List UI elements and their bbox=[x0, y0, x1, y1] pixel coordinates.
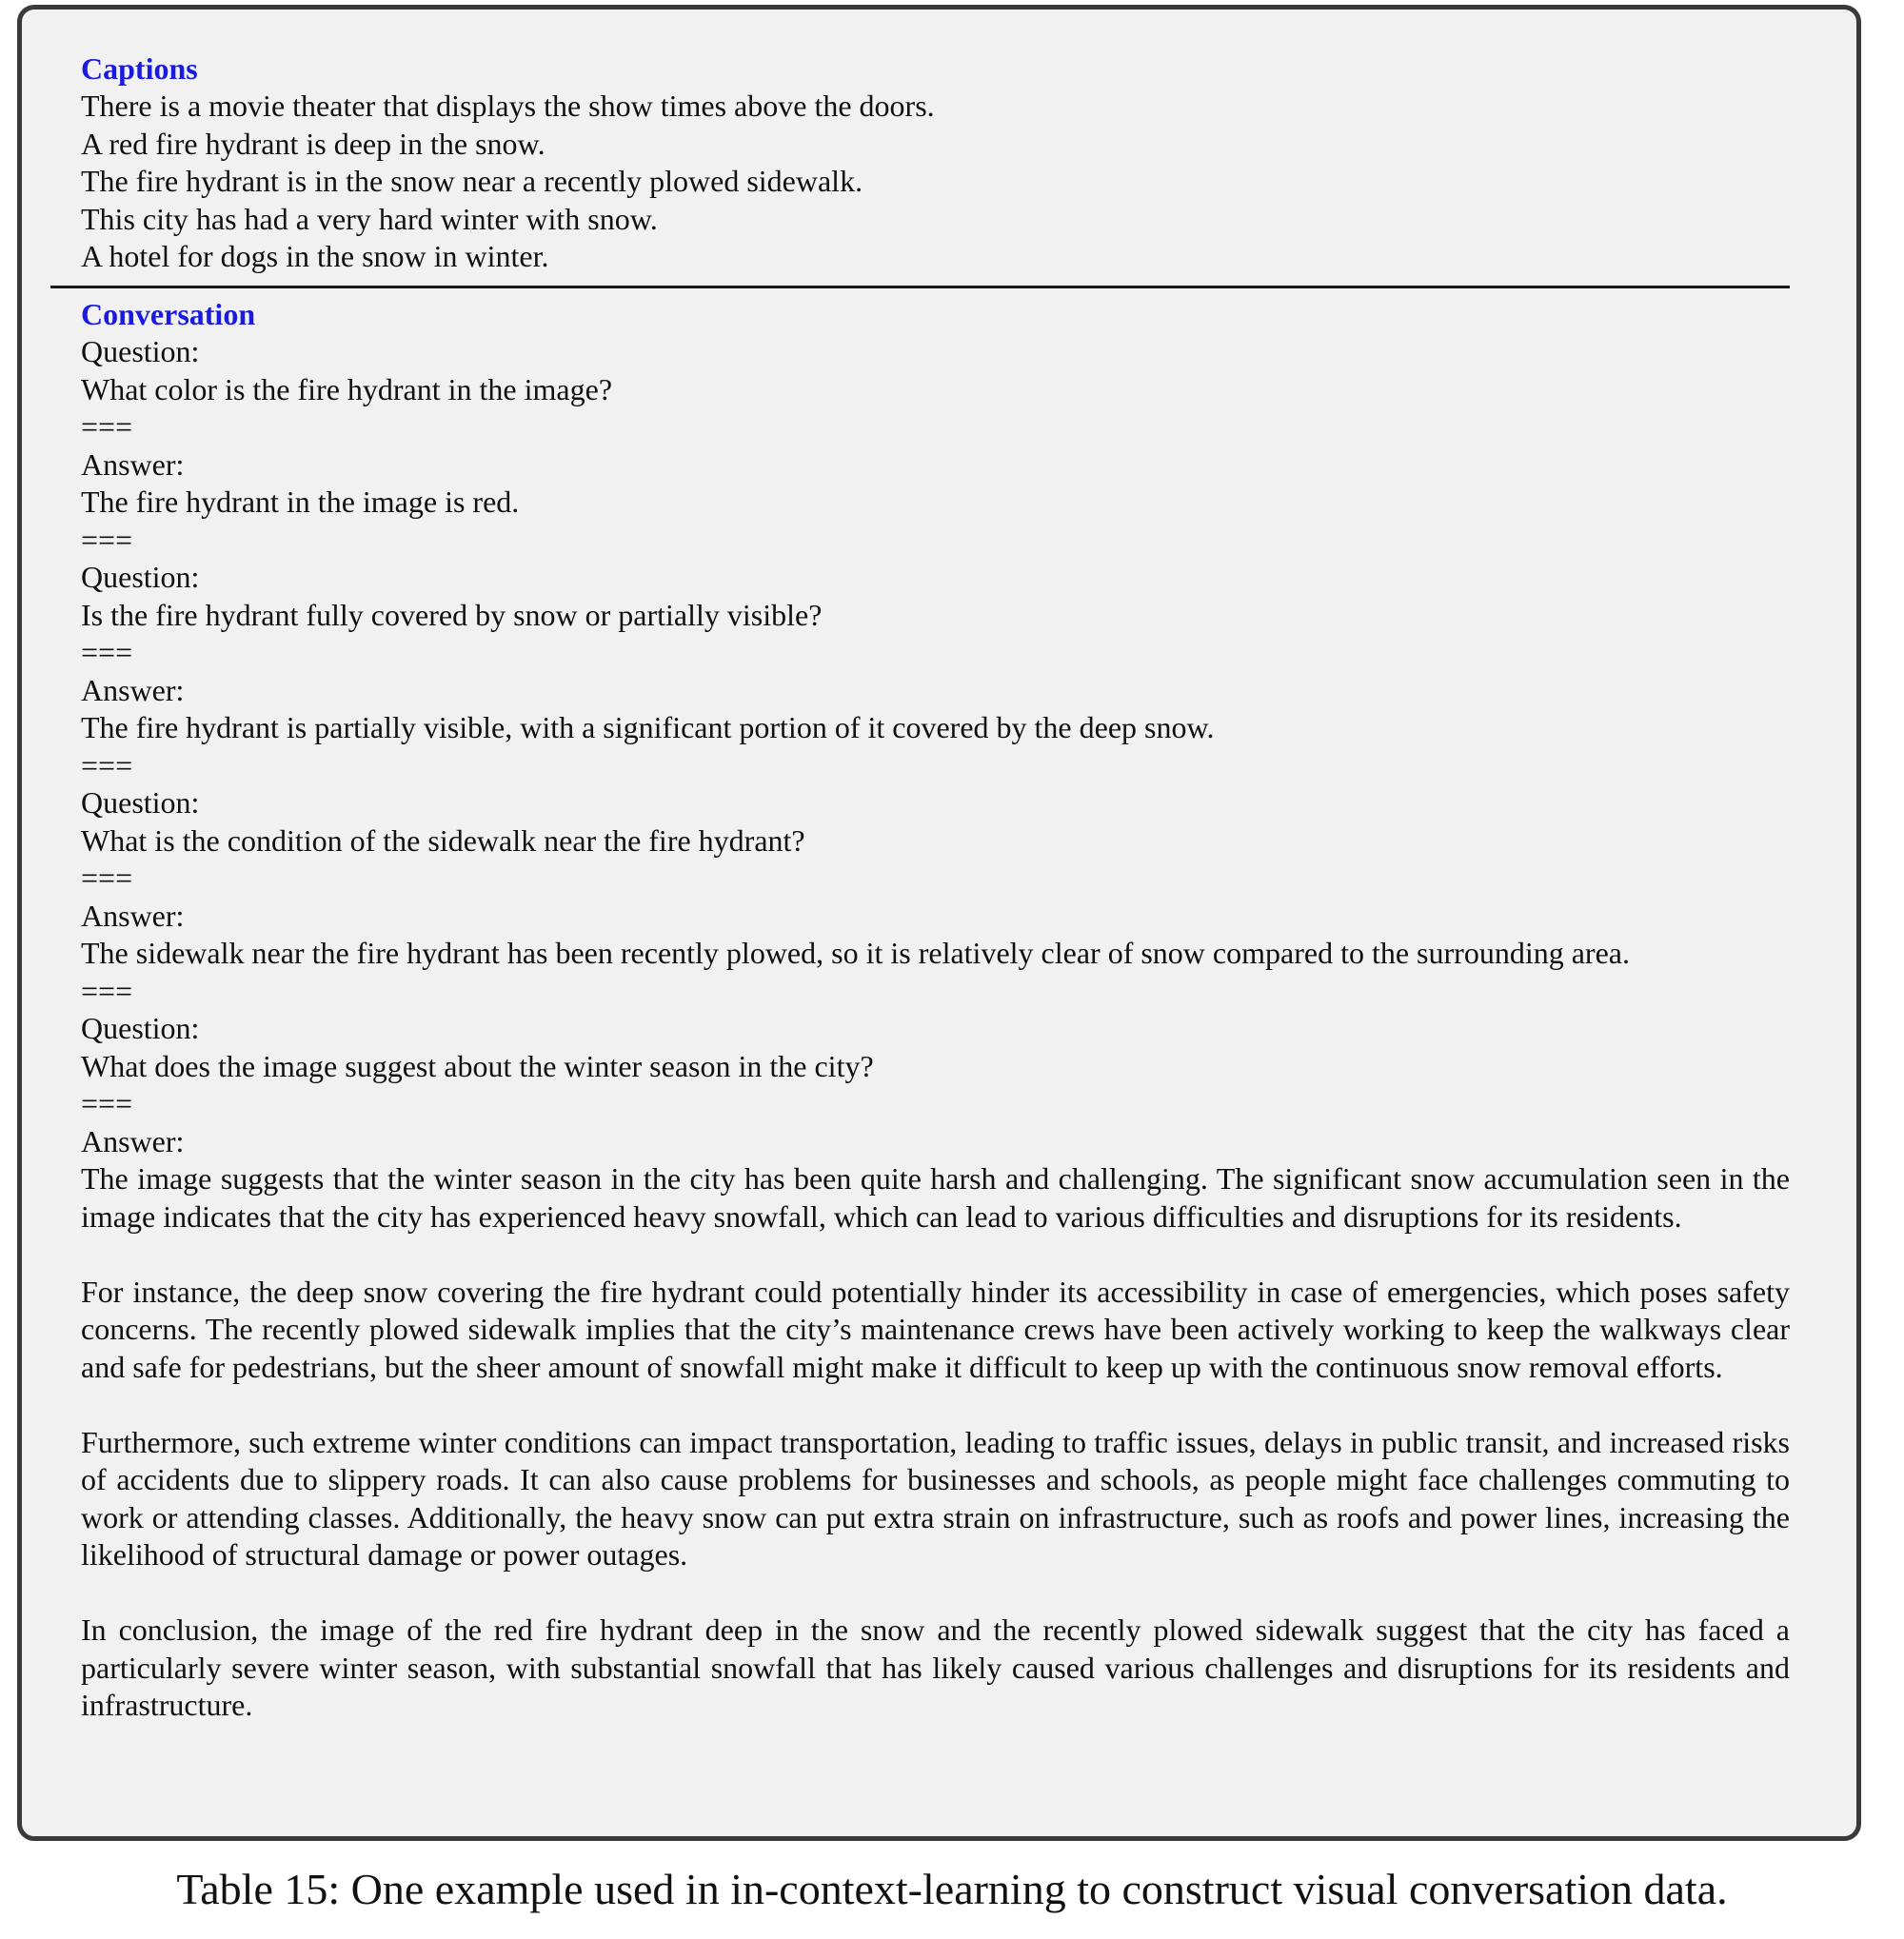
caption-line: The fire hydrant is in the snow near a recently plowed sidewalk. bbox=[81, 164, 863, 198]
conversation-section bbox=[81, 295, 1790, 1725]
separator: === bbox=[81, 635, 133, 669]
answer-paragraph: In conclusion, the image of the red fire hydrant deep in the snow and the recently plowed sidewalk suggest that the city has faced a particularly severe winter season, with substantial snowfall that has likely caused various challenges and disruptions for its residents and infrastructure. bbox=[81, 1613, 1790, 1722]
question-label: Question: bbox=[81, 785, 200, 820]
question-label: Question: bbox=[81, 1011, 200, 1045]
example-box bbox=[17, 5, 1861, 1841]
question-label: Question: bbox=[81, 560, 200, 594]
answer-text: The fire hydrant in the image is red. bbox=[81, 485, 520, 519]
answer-text: The fire hydrant is partially visible, with a significant portion of it covered by the deep snow. bbox=[81, 710, 1215, 744]
caption-line: A hotel for dogs in the snow in winter. bbox=[81, 239, 549, 273]
question-text: What color is the fire hydrant in the image? bbox=[81, 371, 613, 406]
captions-section bbox=[81, 49, 1790, 276]
question-text: What is the condition of the sidewalk near the fire hydrant? bbox=[81, 822, 805, 858]
caption-line: This city has had a very hard winter with snow. bbox=[81, 201, 658, 236]
captions-heading: Captions bbox=[81, 51, 198, 86]
separator: === bbox=[81, 1086, 133, 1120]
caption-line: There is a movie theater that displays the show times above the doors. bbox=[81, 89, 935, 123]
question-text: What does the image suggest about the winter season in the city? bbox=[81, 1048, 874, 1083]
answer-paragraph: Furthermore, such extreme winter conditions can impact transportation, leading to traffic issues, delays in public transit, and increased risks of accidents due to slippery roads. It can also cause problems for businesses and schools, as people might face challenges commuting to work or attending classes. Additionally, the heavy snow can put extra strain on infrastructure, such as roofs and power lines, increasing the likelihood of structural damage or power outages. bbox=[81, 1424, 1790, 1572]
answer-paragraph: For instance, the deep snow covering the fire hydrant could potentially hinder its accessibility in case of emergencies, which poses safety concerns. The recently plowed sidewalk implies that the city’s maintenance crews have been actively working to keep the walkways clear and safe for pedestrians, but the sheer amount of snowfall might make it difficult to keep up with the continuous snow removal efforts. bbox=[81, 1274, 1790, 1384]
paragraph-gap bbox=[81, 1574, 1790, 1613]
conversation-heading: Conversation bbox=[81, 297, 256, 331]
separator: === bbox=[81, 973, 133, 1008]
table-caption: Table 15: One example used in in-context-learning to construct visual conversation data. bbox=[176, 1865, 1728, 1913]
question-text: Is the fire hydrant fully covered by snow or partially visible? bbox=[81, 597, 823, 632]
paragraph-gap bbox=[81, 1236, 1790, 1274]
caption-line: A red fire hydrant is deep in the snow. bbox=[81, 126, 545, 161]
answer-paragraph: The image suggests that the winter season in the city has been quite harsh and challenging. The significant snow accumulation seen in the image indicates that the city has experienced heavy snowfall, which can lead to various difficulties and disruptions for its residents. bbox=[81, 1161, 1790, 1234]
paragraph-gap bbox=[81, 1386, 1790, 1424]
section-divider bbox=[50, 286, 1790, 288]
answer-label: Answer: bbox=[81, 898, 185, 933]
answer-label: Answer: bbox=[81, 1123, 185, 1158]
separator: === bbox=[81, 409, 133, 444]
question-label: Question: bbox=[81, 334, 200, 368]
answer-label: Answer: bbox=[81, 672, 185, 707]
answer-label: Answer: bbox=[81, 446, 185, 482]
separator: === bbox=[81, 861, 133, 895]
separator: === bbox=[81, 747, 133, 782]
answer-text: The sidewalk near the fire hydrant has been recently plowed, so it is relatively clear of snow compared to the surrounding area. bbox=[81, 936, 1630, 970]
separator: === bbox=[81, 522, 133, 557]
